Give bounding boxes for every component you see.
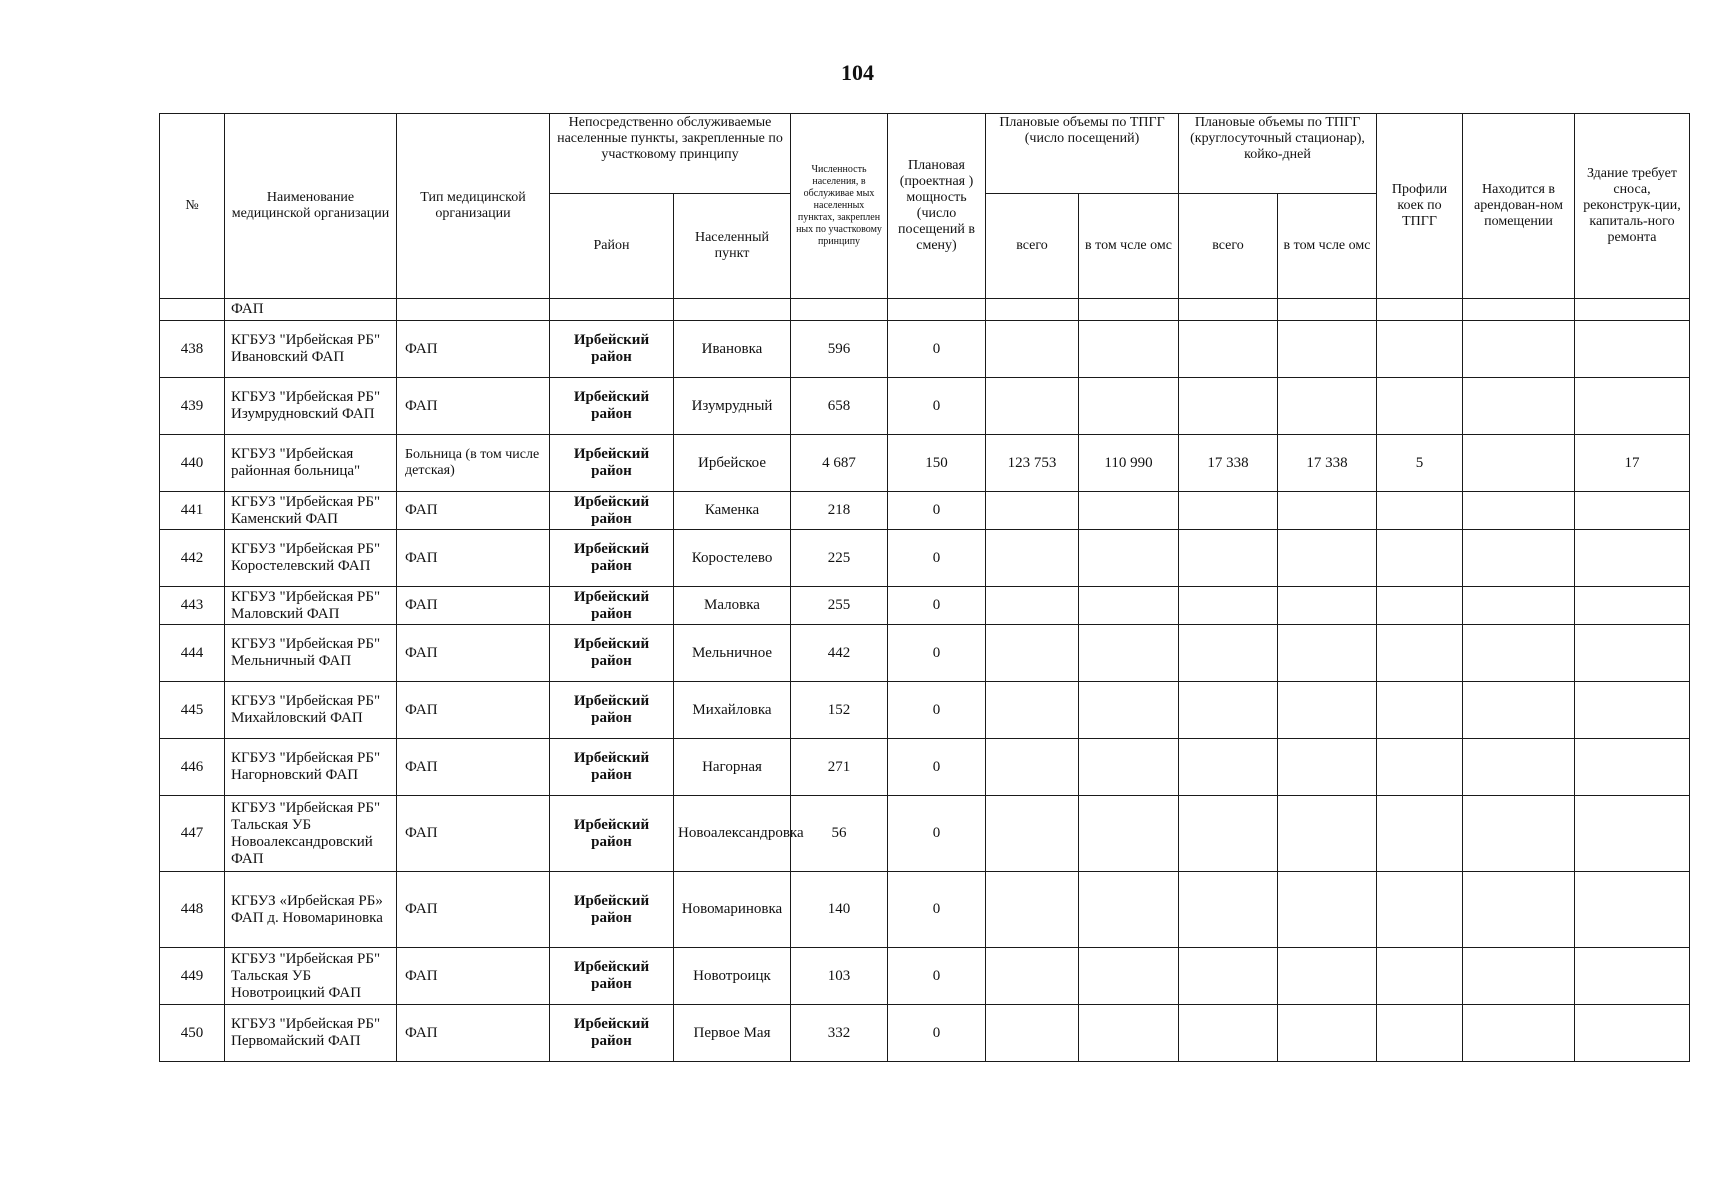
cell-population: 152 (791, 682, 888, 739)
cell-visits-oms (1079, 682, 1179, 739)
cell-org-name: КГБУЗ "Ирбейская РБ" Тальская УБ Новотроицкий ФАП (225, 948, 397, 1005)
cell-beds-total (1179, 1005, 1278, 1062)
cell-profiles (1377, 796, 1463, 872)
cell-org-type: ФАП (397, 321, 550, 378)
cell-empty (888, 299, 986, 321)
cell-district: Ирбейский район (550, 948, 674, 1005)
cell-capacity: 0 (888, 492, 986, 530)
cell-repair (1575, 378, 1690, 435)
cell-repair (1575, 492, 1690, 530)
cell-repair: 17 (1575, 435, 1690, 492)
cell-empty (1079, 299, 1179, 321)
cell-rented (1463, 530, 1575, 587)
cell-beds-oms: 17 338 (1278, 435, 1377, 492)
cell-beds-oms (1278, 587, 1377, 625)
cell-district: Ирбейский район (550, 321, 674, 378)
cell-beds-oms (1278, 872, 1377, 948)
header-visits-total: всего (986, 194, 1079, 299)
cell-org-name: КГБУЗ «Ирбейская РБ» ФАП д. Новомариновка (225, 872, 397, 948)
cell-visits-total (986, 378, 1079, 435)
cell-beds-total (1179, 948, 1278, 1005)
table-row (160, 378, 1690, 435)
cell-rented (1463, 492, 1575, 530)
cell-settlement: Коростелево (674, 530, 791, 587)
cell-num: 442 (160, 530, 225, 587)
cell-beds-oms (1278, 682, 1377, 739)
cell-num: 438 (160, 321, 225, 378)
cell-org-type: ФАП (397, 796, 550, 872)
cell-district: Ирбейский район (550, 625, 674, 682)
cell-district: Ирбейский район (550, 739, 674, 796)
cell-num: 441 (160, 492, 225, 530)
cell-district: Ирбейский район (550, 530, 674, 587)
cell-population: 658 (791, 378, 888, 435)
cell-empty (160, 299, 225, 321)
cell-visits-total (986, 587, 1079, 625)
cell-num: 445 (160, 682, 225, 739)
cell-repair (1575, 625, 1690, 682)
cell-org-type: ФАП (397, 872, 550, 948)
cell-profiles: 5 (1377, 435, 1463, 492)
cell-profiles (1377, 1005, 1463, 1062)
header-profiles: Профили коек по ТПГГ (1377, 114, 1463, 299)
header-num: № (160, 114, 225, 299)
cell-org-name: КГБУЗ "Ирбейская РБ" Мельничный ФАП (225, 625, 397, 682)
cell-org-type: ФАП (397, 1005, 550, 1062)
cell-rented (1463, 435, 1575, 492)
cell-beds-total (1179, 796, 1278, 872)
cell-num: 443 (160, 587, 225, 625)
facilities-table (159, 113, 1690, 1062)
cell-beds-oms (1278, 625, 1377, 682)
cell-empty (397, 299, 550, 321)
header-served: Непосредственно обслуживаемые населенные пункты, закрепленные по участковому принципу (550, 114, 791, 194)
table-row (160, 625, 1690, 682)
cell-capacity: 0 (888, 625, 986, 682)
header-population: Численность населения, в обслуживае мых населенных пунктах, закреплен ных по участковому принципу (791, 114, 888, 299)
cell-repair (1575, 796, 1690, 872)
cell-num: 450 (160, 1005, 225, 1062)
cell-org-name: КГБУЗ "Ирбейская РБ" Каменский ФАП (225, 492, 397, 530)
cell-capacity: 0 (888, 948, 986, 1005)
cell-org-name: КГБУЗ "Ирбейская РБ" Коростелевский ФАП (225, 530, 397, 587)
cell-profiles (1377, 682, 1463, 739)
cell-population: 225 (791, 530, 888, 587)
header-org-name: Наименование медицинской организации (225, 114, 397, 299)
cell-visits-oms (1079, 796, 1179, 872)
cell-population: 4 687 (791, 435, 888, 492)
cell-org-name: КГБУЗ "Ирбейская районная больница" (225, 435, 397, 492)
cell-settlement: Новомариновка (674, 872, 791, 948)
cell-rented (1463, 739, 1575, 796)
cell-capacity: 0 (888, 1005, 986, 1062)
cell-settlement: Ирбейское (674, 435, 791, 492)
cell-settlement: Михайловка (674, 682, 791, 739)
cell-num: 439 (160, 378, 225, 435)
cell-empty (986, 299, 1079, 321)
cell-empty (1278, 299, 1377, 321)
header-org-type: Тип медицинской организации (397, 114, 550, 299)
table-row (160, 587, 1690, 625)
cell-population: 140 (791, 872, 888, 948)
cell-capacity: 0 (888, 796, 986, 872)
cell-rented (1463, 872, 1575, 948)
cell-population: 218 (791, 492, 888, 530)
cell-org-name: КГБУЗ "Ирбейская РБ" Ивановский ФАП (225, 321, 397, 378)
cell-repair (1575, 948, 1690, 1005)
table-row (160, 1005, 1690, 1062)
header-visits: Плановые объемы по ТПГГ (число посещений) (986, 114, 1179, 194)
cell-population: 56 (791, 796, 888, 872)
cell-org-type: Больница (в том числе детская) (397, 435, 550, 492)
cell-repair (1575, 530, 1690, 587)
cell-org-type: ФАП (397, 530, 550, 587)
page-number: 104 (841, 60, 874, 85)
cell-capacity: 0 (888, 587, 986, 625)
cell-beds-oms (1278, 378, 1377, 435)
cell-district: Ирбейский район (550, 1005, 674, 1062)
cell-beds-oms (1278, 492, 1377, 530)
header-beds-total: всего (1179, 194, 1278, 299)
cell-settlement: Каменка (674, 492, 791, 530)
cell-visits-oms (1079, 378, 1179, 435)
cell-beds-total (1179, 378, 1278, 435)
cell-capacity: 0 (888, 872, 986, 948)
cell-org-type: ФАП (397, 625, 550, 682)
cell-empty (1575, 299, 1690, 321)
cell-visits-oms (1079, 948, 1179, 1005)
cell-empty (1377, 299, 1463, 321)
cell-repair (1575, 587, 1690, 625)
cell-visits-total (986, 682, 1079, 739)
cell-profiles (1377, 948, 1463, 1005)
table-row (160, 872, 1690, 948)
cell-org-type: ФАП (397, 492, 550, 530)
cell-district: Ирбейский район (550, 435, 674, 492)
cell-capacity: 0 (888, 739, 986, 796)
cell-org-name: КГБУЗ "Ирбейская РБ" Михайловский ФАП (225, 682, 397, 739)
cell-org-name: КГБУЗ "Ирбейская РБ" Первомайский ФАП (225, 1005, 397, 1062)
cell-capacity: 0 (888, 321, 986, 378)
cell-repair (1575, 321, 1690, 378)
cell-visits-oms (1079, 492, 1179, 530)
cell-visits-total (986, 1005, 1079, 1062)
cell-profiles (1377, 492, 1463, 530)
cell-district: Ирбейский район (550, 378, 674, 435)
cell-rented (1463, 587, 1575, 625)
cell-num: 446 (160, 739, 225, 796)
cell-beds-oms (1278, 321, 1377, 378)
cell-repair (1575, 872, 1690, 948)
cell-visits-total (986, 492, 1079, 530)
cell-empty (1463, 299, 1575, 321)
continuation-row (160, 299, 1690, 321)
cell-empty (550, 299, 674, 321)
cell-org-type: ФАП (397, 587, 550, 625)
cell-district: Ирбейский район (550, 682, 674, 739)
cell-capacity: 150 (888, 435, 986, 492)
cell-settlement: Маловка (674, 587, 791, 625)
header-capacity: Плановая (проектная ) мощность (число посещений в смену) (888, 114, 986, 299)
cell-beds-total (1179, 530, 1278, 587)
table-row (160, 435, 1690, 492)
cell-visits-oms (1079, 1005, 1179, 1062)
cell-visits-total (986, 948, 1079, 1005)
cell-profiles (1377, 872, 1463, 948)
header-beds: Плановые объемы по ТПГГ (круглосуточный стационар), койко-дней (1179, 114, 1377, 194)
cell-profiles (1377, 321, 1463, 378)
cell-population: 596 (791, 321, 888, 378)
cell-visits-oms (1079, 872, 1179, 948)
cell-org-name: КГБУЗ "Ирбейская РБ" Тальская УБ Новоалександровский ФАП (225, 796, 397, 872)
cell-num: 449 (160, 948, 225, 1005)
cell-repair (1575, 739, 1690, 796)
cell-district: Ирбейский район (550, 492, 674, 530)
cell-settlement: Ивановка (674, 321, 791, 378)
cell-profiles (1377, 378, 1463, 435)
cell-beds-oms (1278, 739, 1377, 796)
cell-visits-oms (1079, 625, 1179, 682)
cell-beds-total (1179, 321, 1278, 378)
cell-num: 448 (160, 872, 225, 948)
cell-beds-total (1179, 492, 1278, 530)
cell-settlement: Новоалександровка (674, 796, 791, 872)
cell-beds-total (1179, 587, 1278, 625)
cell-org-name: КГБУЗ "Ирбейская РБ" Маловский ФАП (225, 587, 397, 625)
cell-beds-total: 17 338 (1179, 435, 1278, 492)
cell-visits-oms (1079, 739, 1179, 796)
cell-district: Ирбейский район (550, 587, 674, 625)
header-visits-oms: в том чсле омс (1079, 194, 1179, 299)
cell-beds-oms (1278, 1005, 1377, 1062)
cell-repair (1575, 682, 1690, 739)
cell-population: 271 (791, 739, 888, 796)
cell-org-name: КГБУЗ "Ирбейская РБ" Изумрудновский ФАП (225, 378, 397, 435)
cell-rented (1463, 948, 1575, 1005)
cell-org-type: ФАП (397, 378, 550, 435)
header-served-district: Район (550, 194, 674, 299)
cell-visits-total: 123 753 (986, 435, 1079, 492)
cell-visits-total (986, 796, 1079, 872)
table-row (160, 948, 1690, 1005)
cell-population: 332 (791, 1005, 888, 1062)
header-rented: Находится в арендован-ном помещении (1463, 114, 1575, 299)
cell-rented (1463, 682, 1575, 739)
cell-repair (1575, 1005, 1690, 1062)
cell-profiles (1377, 530, 1463, 587)
cell-visits-total (986, 872, 1079, 948)
cell-rented (1463, 625, 1575, 682)
cell-capacity: 0 (888, 530, 986, 587)
cell-profiles (1377, 625, 1463, 682)
cell-visits-oms: 110 990 (1079, 435, 1179, 492)
cell-beds-total (1179, 682, 1278, 739)
cell-capacity: 0 (888, 378, 986, 435)
header-repair: Здание требует сноса, реконструк-ции, капиталь-ного ремонта (1575, 114, 1690, 299)
cell-settlement: Изумрудный (674, 378, 791, 435)
cell-visits-oms (1079, 587, 1179, 625)
cell-num: 444 (160, 625, 225, 682)
cell-org-name: КГБУЗ "Ирбейская РБ" Нагорновский ФАП (225, 739, 397, 796)
cell-beds-oms (1278, 796, 1377, 872)
continuation-label: ФАП (225, 299, 397, 321)
table-row (160, 796, 1690, 872)
cell-settlement: Нагорная (674, 739, 791, 796)
table-row (160, 321, 1690, 378)
cell-visits-total (986, 530, 1079, 587)
cell-settlement: Первое Мая (674, 1005, 791, 1062)
cell-beds-total (1179, 739, 1278, 796)
cell-settlement: Новотроицк (674, 948, 791, 1005)
cell-profiles (1377, 739, 1463, 796)
cell-num: 447 (160, 796, 225, 872)
cell-rented (1463, 796, 1575, 872)
table-row (160, 739, 1690, 796)
table-row (160, 682, 1690, 739)
cell-rented (1463, 378, 1575, 435)
cell-population: 255 (791, 587, 888, 625)
cell-rented (1463, 1005, 1575, 1062)
cell-num: 440 (160, 435, 225, 492)
cell-capacity: 0 (888, 682, 986, 739)
cell-beds-oms (1278, 530, 1377, 587)
cell-empty (791, 299, 888, 321)
header-beds-oms: в том чсле омс (1278, 194, 1377, 299)
cell-visits-total (986, 625, 1079, 682)
cell-district: Ирбейский район (550, 872, 674, 948)
cell-visits-oms (1079, 530, 1179, 587)
cell-beds-total (1179, 872, 1278, 948)
cell-beds-oms (1278, 948, 1377, 1005)
cell-visits-total (986, 739, 1079, 796)
cell-org-type: ФАП (397, 948, 550, 1005)
cell-profiles (1377, 587, 1463, 625)
cell-beds-total (1179, 625, 1278, 682)
cell-empty (1179, 299, 1278, 321)
header-served-settlement: Населенный пункт (674, 194, 791, 299)
cell-org-type: ФАП (397, 682, 550, 739)
cell-org-type: ФАП (397, 739, 550, 796)
cell-visits-total (986, 321, 1079, 378)
cell-visits-oms (1079, 321, 1179, 378)
cell-population: 442 (791, 625, 888, 682)
cell-district: Ирбейский район (550, 796, 674, 872)
cell-rented (1463, 321, 1575, 378)
cell-settlement: Мельничное (674, 625, 791, 682)
cell-population: 103 (791, 948, 888, 1005)
table-row (160, 530, 1690, 587)
cell-empty (674, 299, 791, 321)
table-row (160, 492, 1690, 530)
